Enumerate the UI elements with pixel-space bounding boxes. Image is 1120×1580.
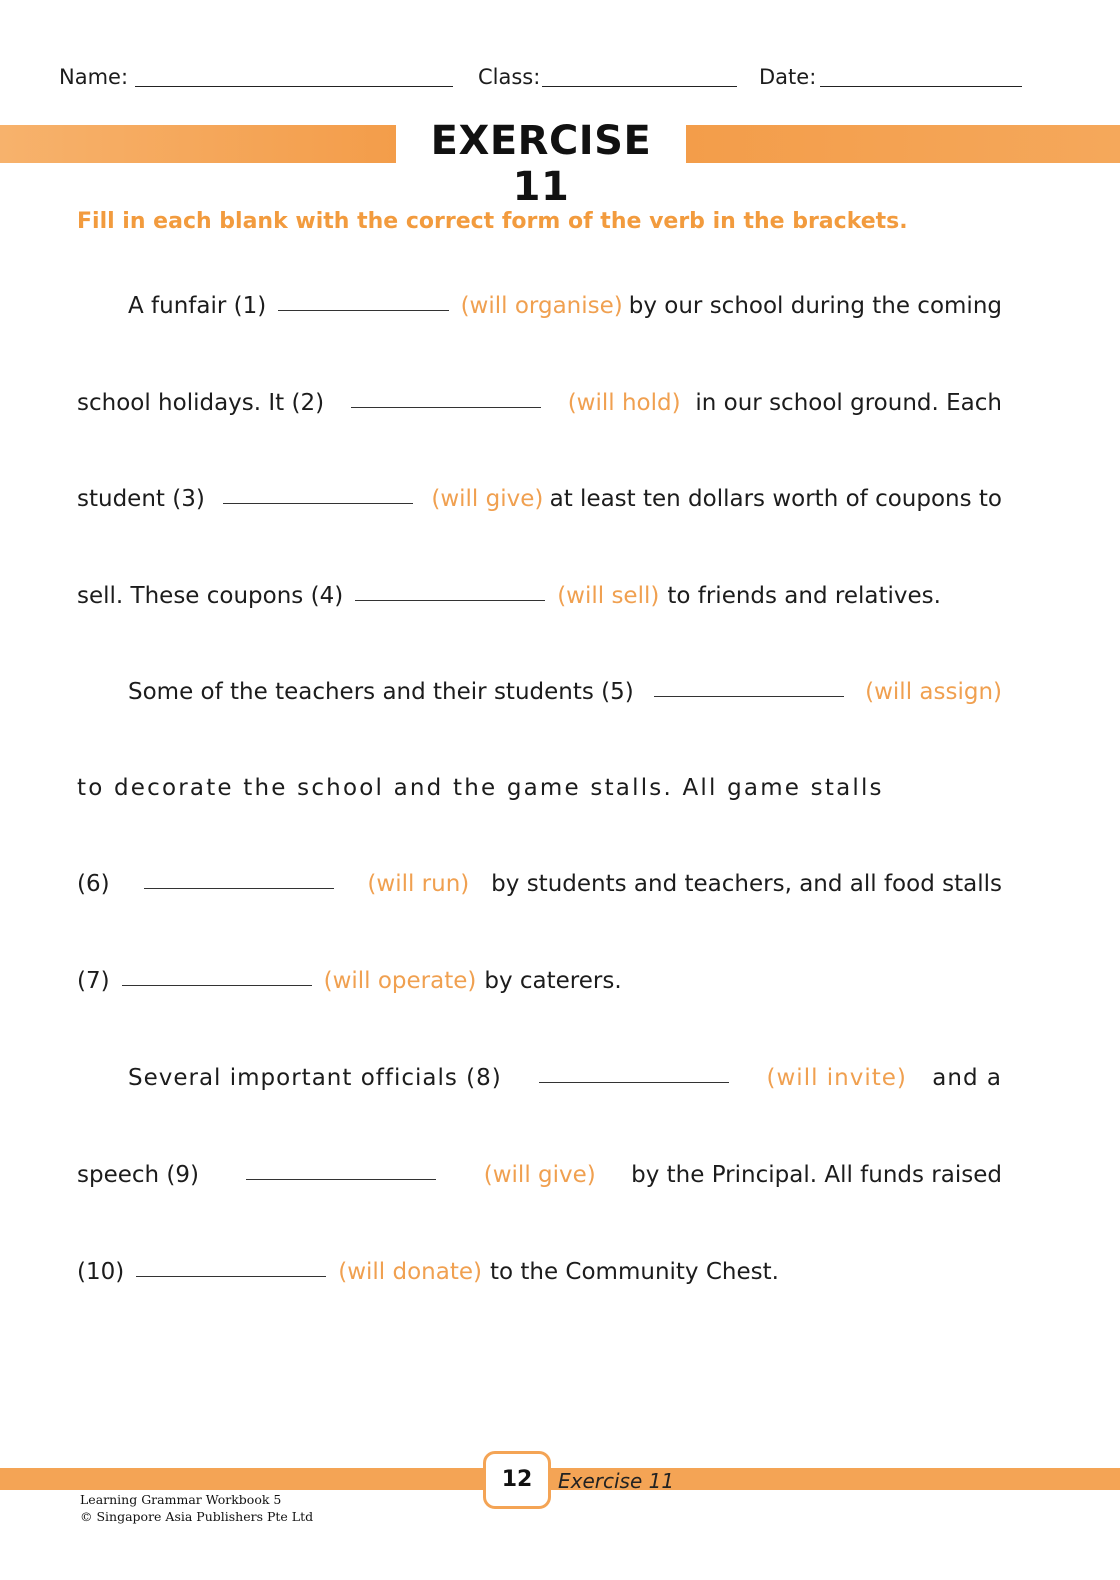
answer-blank-1[interactable]: [278, 309, 448, 311]
name-label: Name:: [59, 65, 129, 89]
date-label: Date:: [759, 65, 817, 89]
verb-hint: (will operate): [323, 968, 477, 994]
line-text-pre: speech (9): [77, 1162, 199, 1188]
class-label: Class:: [478, 65, 541, 89]
verb-hint: (will sell): [557, 583, 660, 609]
verb-hint: (will organise): [460, 293, 623, 319]
verb-hint: (will invite): [766, 1065, 907, 1091]
line-text-post: by our school during the coming: [628, 293, 1002, 319]
verb-hint: (will hold): [567, 390, 681, 416]
verb-hint: (will give): [483, 1162, 596, 1188]
line-text-pre: (7): [77, 968, 110, 994]
line-text-pre: school holidays. It (2): [77, 390, 325, 416]
line-text-pre: Some of the teachers and their students (5): [128, 679, 634, 705]
passage-line-7: [77, 869, 1002, 899]
answer-blank-9[interactable]: [246, 1178, 436, 1180]
page-number: 12: [483, 1451, 551, 1509]
line-text-post: and a: [932, 1065, 1002, 1091]
answer-blank-10[interactable]: [136, 1275, 326, 1277]
answer-blank-3[interactable]: [223, 502, 413, 504]
book-title: Learning Grammar Workbook 5: [80, 1492, 282, 1507]
passage-line-5: [128, 677, 1002, 707]
passage-line-11: [77, 1257, 1002, 1287]
line-text-post: to the Community Chest.: [489, 1259, 779, 1285]
student-info-header: [0, 62, 1120, 94]
line-text-pre: (10): [77, 1259, 125, 1285]
instruction-text: Fill in each blank with the correct form of the verb in the brackets.: [77, 209, 908, 234]
exercise-title: EXERCISE 11: [430, 118, 652, 210]
copyright-notice: © Singapore Asia Publishers Pte Ltd: [80, 1509, 314, 1524]
line-text-pre: (6): [77, 871, 110, 897]
title-band-right: [686, 125, 1120, 163]
title-band-left: [0, 125, 396, 163]
passage-line-1: [128, 291, 1002, 321]
answer-blank-2[interactable]: [351, 406, 541, 408]
passage-line-10: [77, 1160, 1002, 1190]
verb-hint: (will give): [431, 486, 544, 512]
verb-hint: (will donate): [338, 1259, 482, 1285]
passage-line-8: [77, 966, 1002, 996]
passage-line-3: [77, 484, 1002, 514]
line-text-pre: Several important officials (8): [128, 1065, 502, 1091]
date-field[interactable]: [820, 86, 1022, 87]
line-text-post: to friends and relatives.: [667, 583, 941, 609]
line-text-post: by caterers.: [484, 968, 622, 994]
answer-blank-4[interactable]: [355, 599, 545, 601]
line-text-post: by students and teachers, and all food stalls: [491, 871, 1002, 897]
answer-blank-6[interactable]: [144, 887, 334, 889]
passage-line-2: [77, 388, 1002, 418]
passage-line-4: [77, 581, 1002, 611]
line-text-pre: sell. These coupons (4): [77, 583, 344, 609]
passage-line-9: [128, 1063, 1002, 1093]
verb-hint: (will run): [367, 871, 470, 897]
answer-blank-8[interactable]: [539, 1081, 729, 1083]
line-text-pre: A funfair (1): [128, 293, 267, 319]
answer-blank-5[interactable]: [654, 695, 844, 697]
name-field[interactable]: [135, 86, 453, 87]
class-field[interactable]: [542, 86, 737, 87]
passage-line-6: [77, 773, 1002, 803]
verb-hint: (will assign): [865, 679, 1002, 705]
line-text-post: in our school ground. Each: [695, 390, 1002, 416]
line-text: to decorate the school and the game stalls. All game stalls: [77, 775, 884, 801]
line-text-post: at least ten dollars worth of coupons to: [549, 486, 1002, 512]
answer-blank-7[interactable]: [122, 984, 312, 986]
line-text-pre: student (3): [77, 486, 205, 512]
line-text-post: by the Principal. All funds raised: [631, 1162, 1002, 1188]
footer-exercise-label: Exercise 11: [558, 1469, 675, 1493]
